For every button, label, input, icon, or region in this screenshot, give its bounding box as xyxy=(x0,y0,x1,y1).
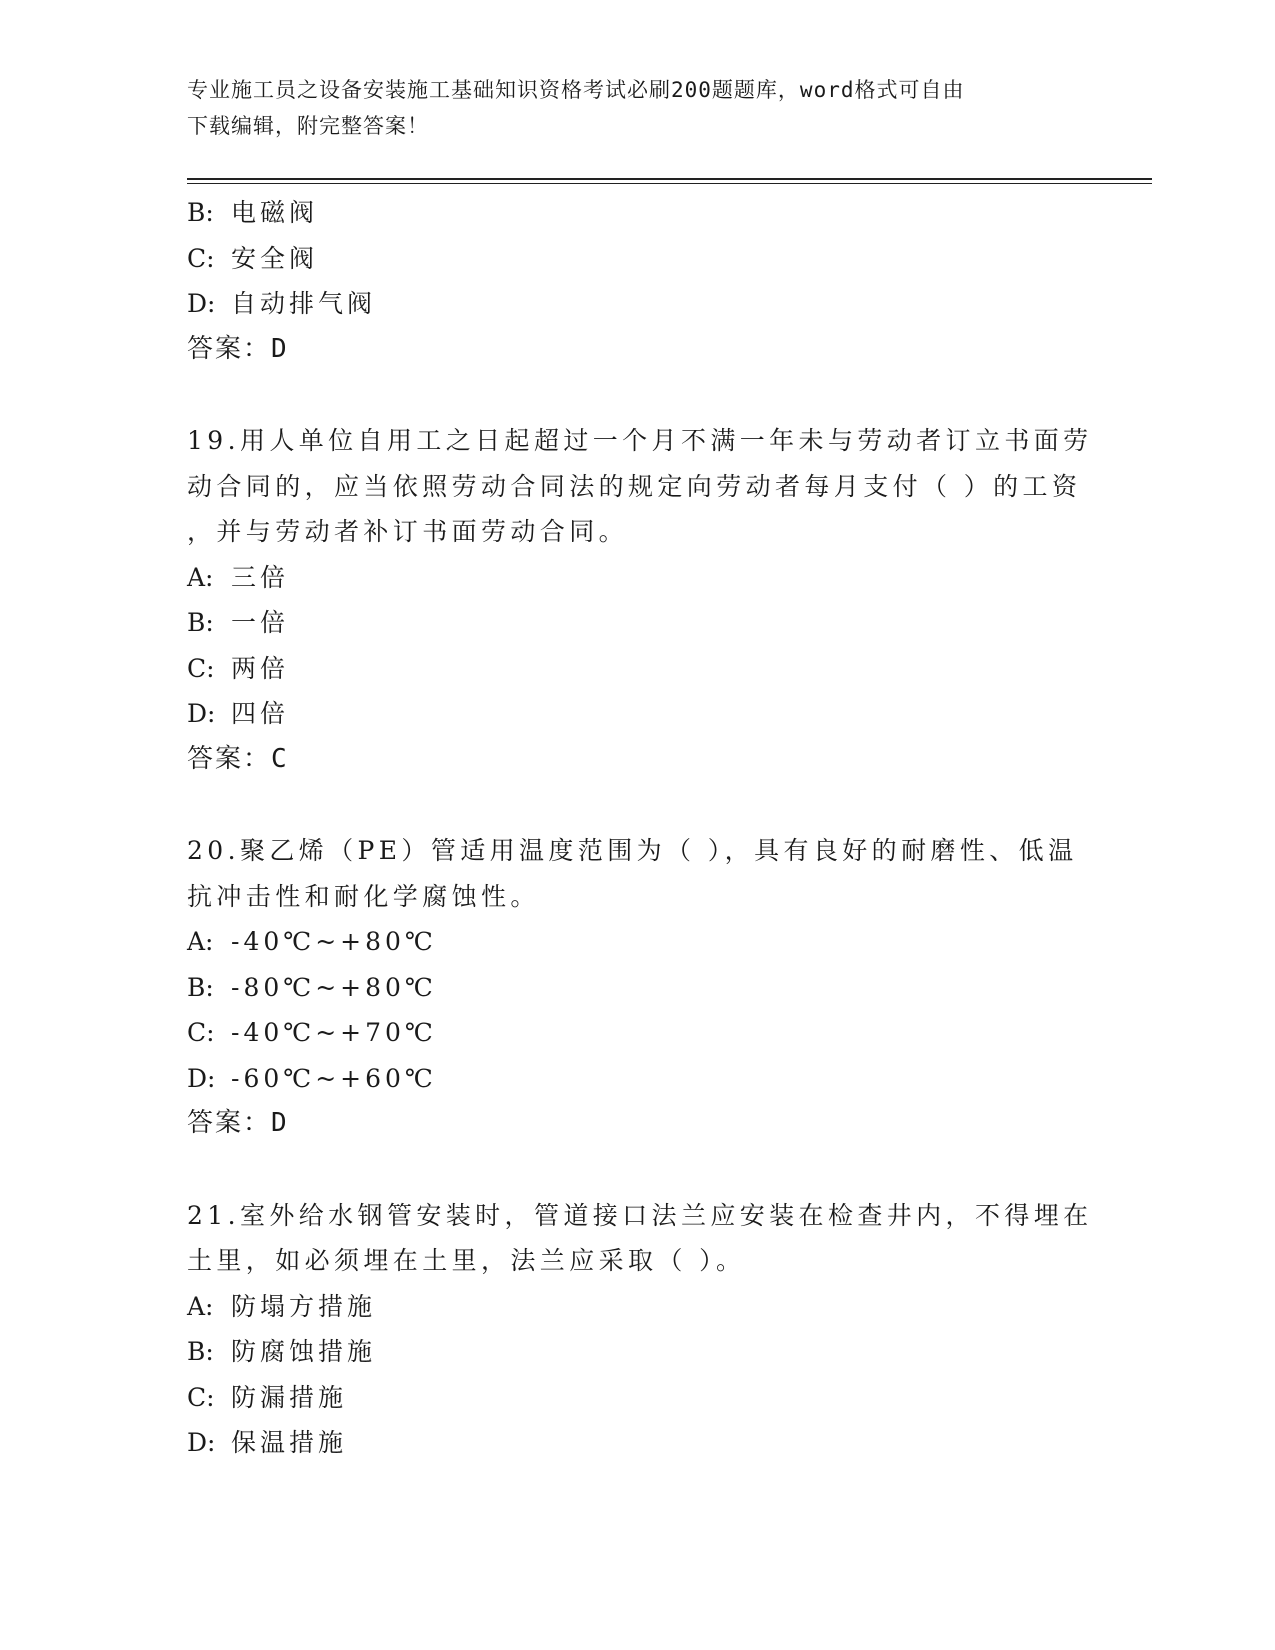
option-text: 防腐蚀措施 xyxy=(231,1337,377,1366)
question-20-block xyxy=(187,828,1087,1147)
option-letter: C: xyxy=(187,653,215,683)
option-c xyxy=(187,236,1087,282)
option-letter: B: xyxy=(187,972,214,1002)
option-letter: D: xyxy=(187,1428,216,1457)
header-rule-thin xyxy=(187,183,1152,184)
option-text: -40℃~+80℃ xyxy=(231,927,437,956)
question-21-block xyxy=(187,1193,1093,1466)
option-d xyxy=(187,1420,1087,1466)
option-text: 两倍 xyxy=(231,653,290,683)
option-text: 四倍 xyxy=(231,699,290,728)
option-a xyxy=(187,555,1087,601)
option-d xyxy=(187,1056,1087,1102)
question-text-line: 土里，如必须埋在土里，法兰应采取（ ）。 xyxy=(187,1246,746,1275)
header-rule-thick xyxy=(187,178,1152,180)
question-19-block xyxy=(187,418,1093,782)
answer-line: 答案：C xyxy=(187,743,289,774)
question-text-line: 20.聚乙烯（PE）管适用温度范围为（ ），具有良好的耐磨性、低温 xyxy=(187,836,1078,865)
option-letter: C: xyxy=(187,1018,215,1047)
option-letter: D: xyxy=(187,699,216,728)
question-text-line: ，并与劳动者补订书面劳动合同。 xyxy=(187,517,629,546)
option-text: 自动排气阀 xyxy=(231,289,377,318)
option-c xyxy=(187,1010,1087,1056)
option-b xyxy=(187,1329,1087,1375)
question-text-line: 21.室外给水钢管安装时，管道接口法兰应安装在检查井内，不得埋在 xyxy=(187,1200,1093,1230)
option-letter: A: xyxy=(187,927,214,956)
question-18-block xyxy=(187,190,1087,372)
option-c xyxy=(187,646,1087,692)
option-letter: B: xyxy=(187,198,214,227)
question-text-line: 动合同的，应当依照劳动合同法的规定向劳动者每月支付（ ）的工资 xyxy=(187,471,1082,501)
answer-line: 答案：D xyxy=(187,333,289,364)
option-c xyxy=(187,1375,1087,1421)
option-b xyxy=(187,190,1087,236)
option-letter: A: xyxy=(187,1291,214,1321)
option-a xyxy=(187,919,1087,965)
answer-line: 答案：D xyxy=(187,1108,289,1138)
option-text: -60℃~+60℃ xyxy=(231,1063,437,1093)
header-line-2: 下载编辑，附完整答案！ xyxy=(187,114,429,138)
question-text-line: 抗冲击性和耐化学腐蚀性。 xyxy=(187,881,540,911)
option-d xyxy=(187,281,1087,327)
option-letter: D: xyxy=(187,289,216,318)
option-b xyxy=(187,600,1087,646)
option-text: 一倍 xyxy=(231,608,290,637)
question-text-line: 19.用人单位自用工之日起超过一个月不满一年未与劳动者订立书面劳 xyxy=(187,426,1093,455)
spacer xyxy=(187,782,1087,828)
option-letter: C: xyxy=(187,1382,215,1412)
option-letter: A: xyxy=(187,562,214,592)
question-list xyxy=(187,190,1093,1466)
spacer xyxy=(187,1147,1087,1193)
spacer xyxy=(187,372,1087,418)
option-text: -80℃~+80℃ xyxy=(231,972,437,1002)
option-a xyxy=(187,1284,1087,1330)
option-text: 三倍 xyxy=(231,562,290,592)
header-line-1: 专业施工员之设备安装施工基础知识资格考试必刷200题题库，word格式可自由 xyxy=(187,78,965,102)
option-text: -40℃~+70℃ xyxy=(231,1018,437,1047)
option-letter: B: xyxy=(187,608,214,637)
option-text: 防漏措施 xyxy=(231,1382,348,1412)
option-letter: B: xyxy=(187,1337,214,1366)
option-text: 保温措施 xyxy=(231,1428,348,1457)
document-header xyxy=(187,72,1067,144)
option-d xyxy=(187,691,1087,737)
option-b xyxy=(187,965,1087,1011)
option-letter: C: xyxy=(187,243,215,273)
option-text: 安全阀 xyxy=(231,243,319,273)
option-text: 防塌方措施 xyxy=(231,1291,377,1321)
option-text: 电磁阀 xyxy=(231,198,319,227)
option-letter: D: xyxy=(187,1063,216,1093)
